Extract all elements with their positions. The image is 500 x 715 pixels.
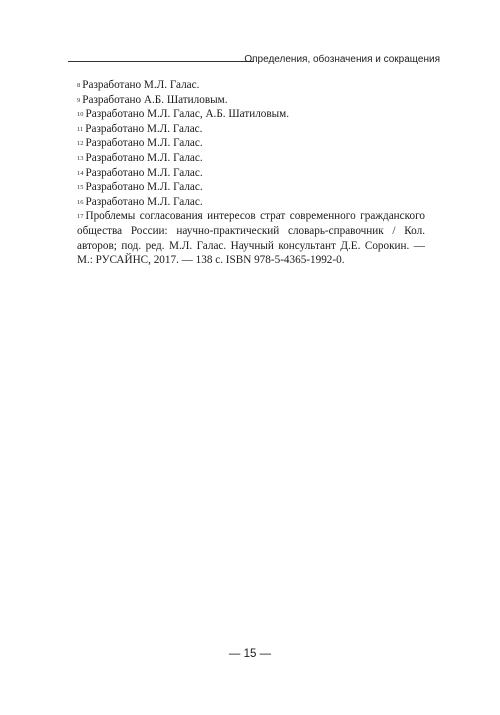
running-title: Определения, обозначения и сокращения — [244, 54, 440, 65]
footnote — [77, 209, 425, 267]
footnote-text: Разработано М.Л. Галас. — [85, 166, 203, 179]
footnote-text: Разработано М.Л. Галас. — [85, 151, 203, 164]
footnote-text: Разработано М.Л. Галас. — [85, 181, 203, 194]
footnote-number: 10 — [77, 111, 84, 119]
footnote-text: Разработано А.Б. Шатиловым. — [82, 93, 228, 106]
footnote — [77, 180, 425, 195]
footnote-number: 9 — [77, 96, 81, 104]
footnote-text: Разработано М.Л. Галас. — [85, 137, 203, 150]
header-rule — [68, 61, 254, 62]
footnote-text: Разработано М.Л. Галас, А.Б. Шатиловым. — [85, 108, 290, 121]
footnote-number: 8 — [77, 82, 81, 89]
footnote — [77, 151, 425, 166]
footnote-number: 12 — [77, 140, 84, 148]
footnote-number: 17 — [77, 213, 84, 221]
footnote-list — [77, 78, 425, 268]
running-header — [68, 50, 440, 66]
footnote — [77, 122, 425, 137]
footnote-text: Проблемы согласования интересов страт современного гражданского общества России: научно-практический словарь-справочник / Кол. авторов; под. ред. М.Л. Галас. Научный консультант Д.Е. Сорокин. — М.: РУСАЙНС, 2017. — 138 с. ISBN 978-5-4365-1992-0. — [77, 210, 425, 267]
footnote-number: 11 — [77, 125, 84, 133]
footnote-text: Разработано М.Л. Галас. — [82, 79, 200, 91]
footnote — [77, 136, 425, 151]
footnote-number: 15 — [77, 184, 84, 192]
footnote — [77, 195, 425, 210]
footnote-number: 16 — [77, 198, 84, 206]
footnote — [77, 93, 425, 108]
footnote — [77, 107, 425, 122]
footnote-text: Разработано М.Л. Галас. — [85, 122, 203, 135]
footnote-number: 13 — [77, 154, 84, 162]
footnote-text: Разработано М.Л. Галас. — [85, 195, 203, 208]
footnote-number: 14 — [77, 169, 84, 177]
footnote — [77, 78, 425, 93]
page-number: — 15 — — [228, 648, 272, 660]
footnote — [77, 166, 425, 181]
